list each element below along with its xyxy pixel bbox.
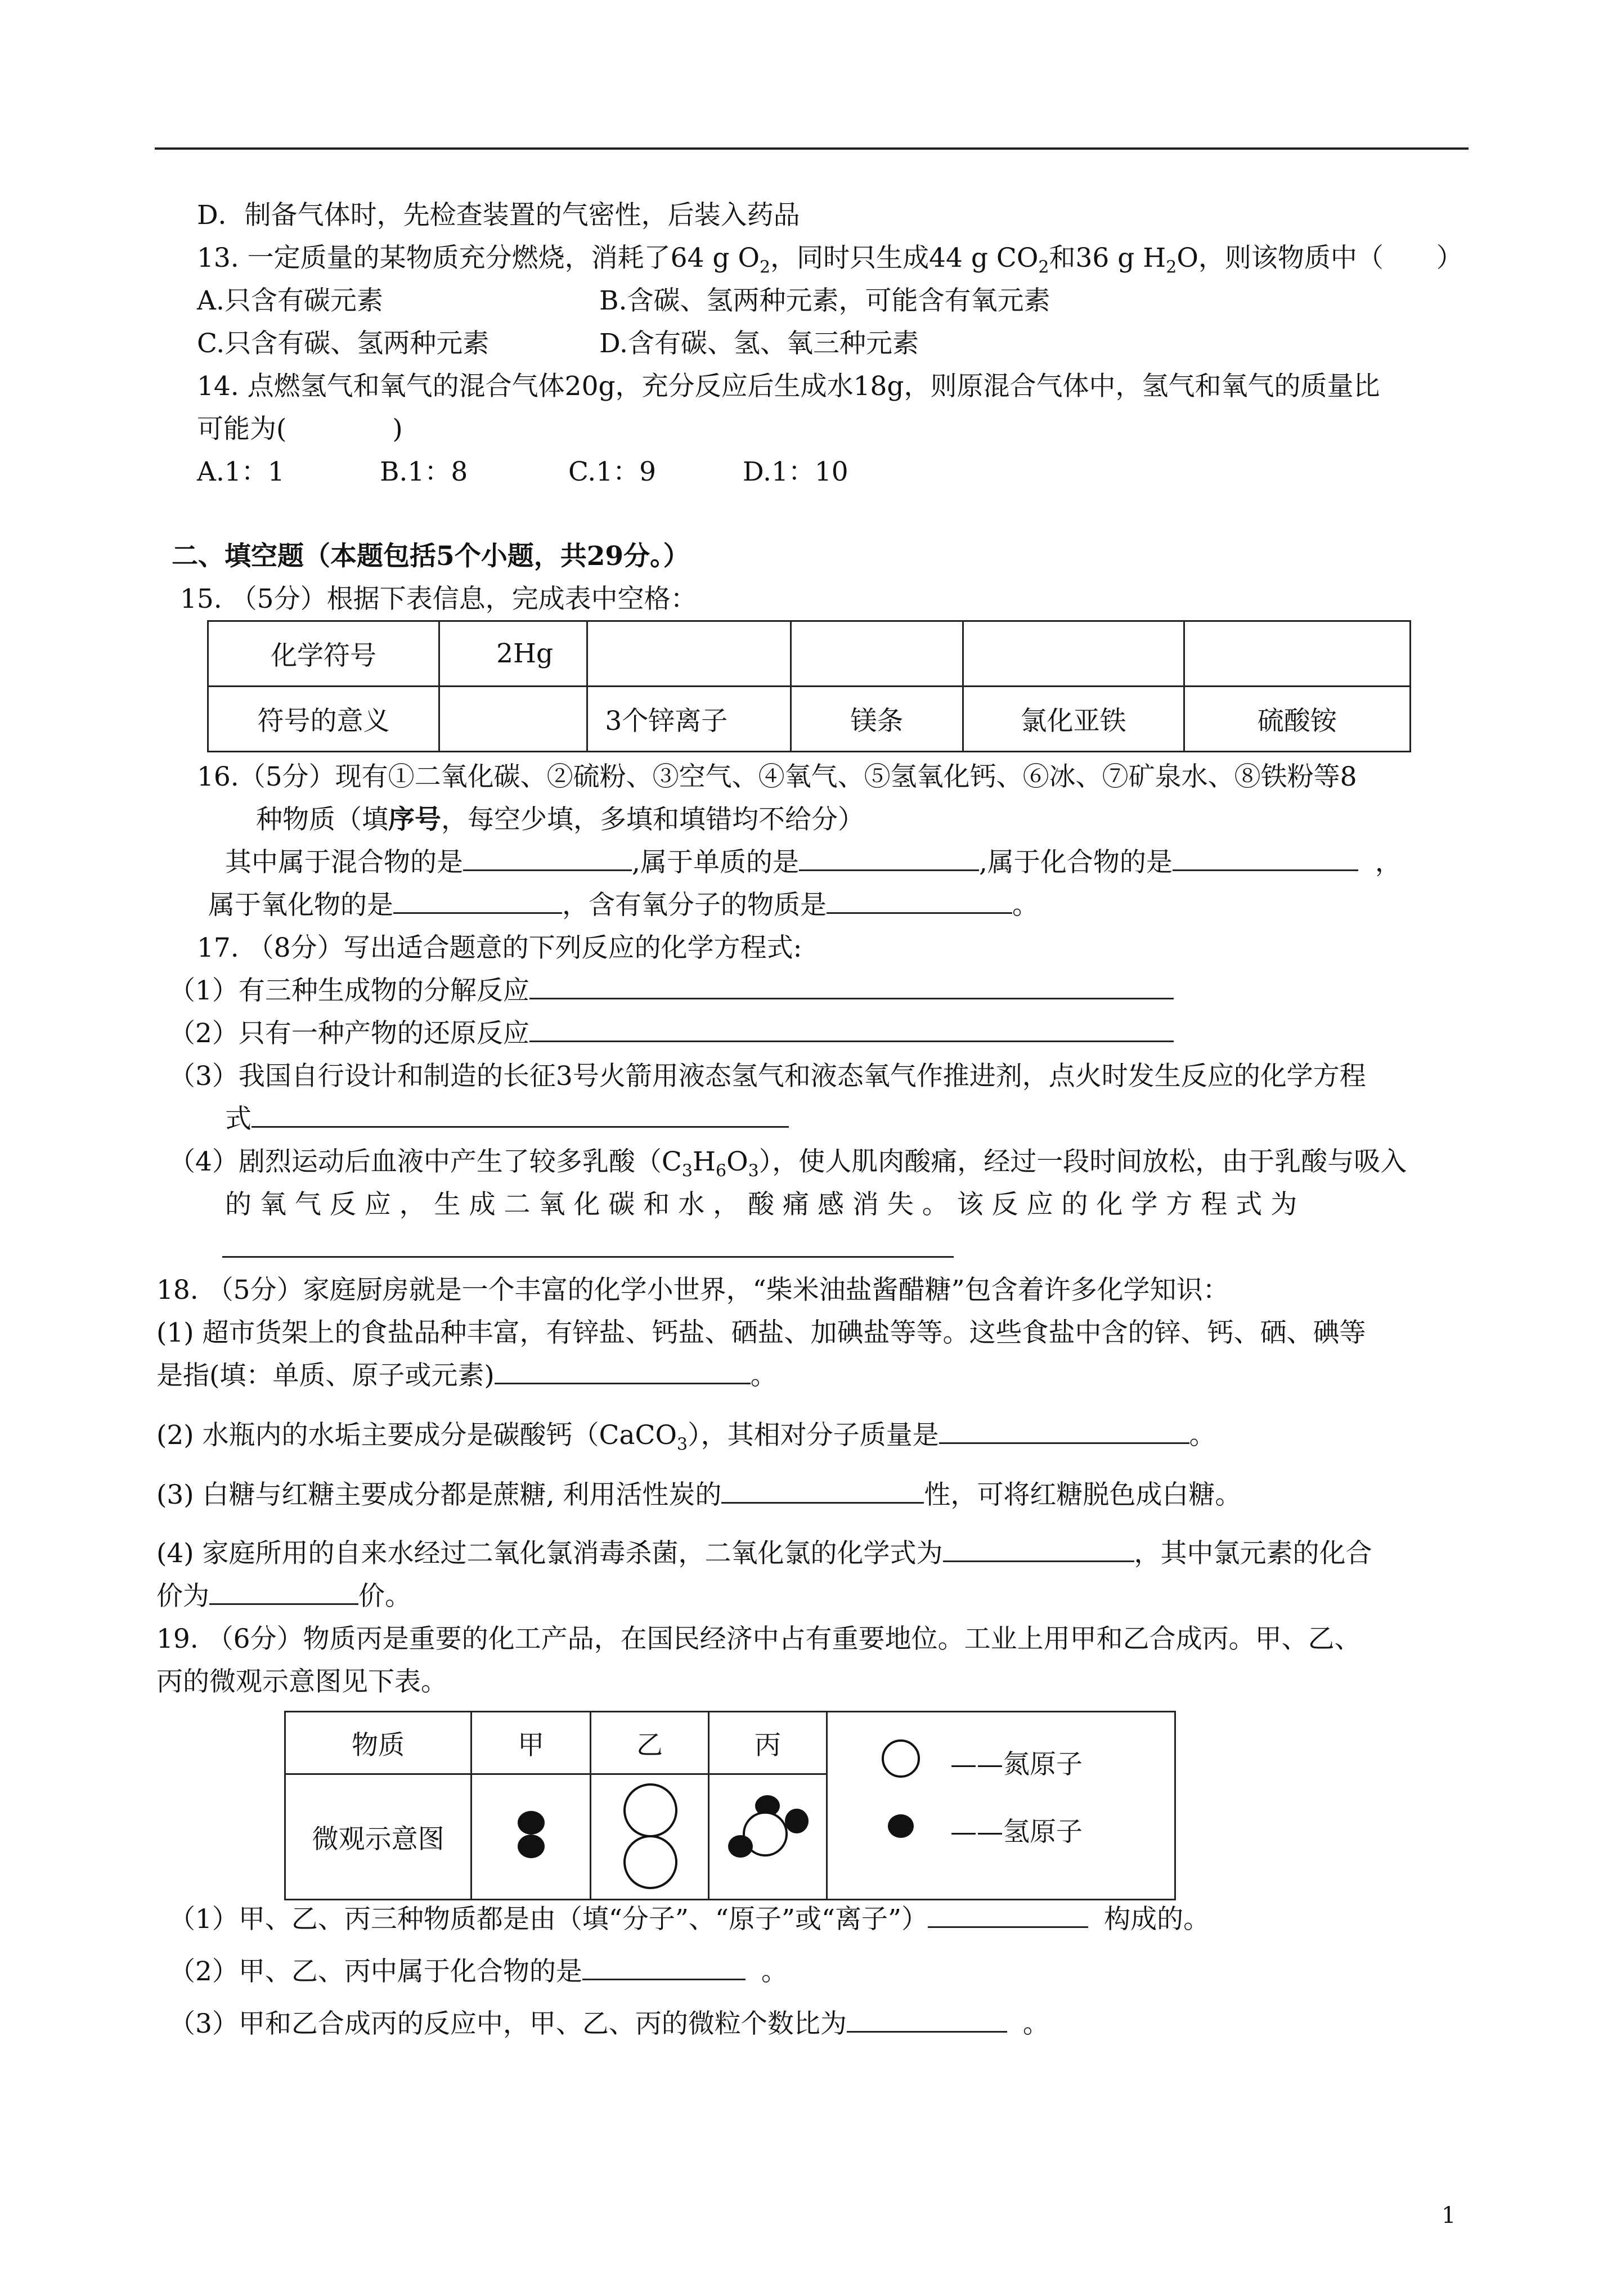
q18-part1-line2: 是指(填：单质、原子或元素) 。 [156, 1360, 777, 1391]
table-cell: 物质 [285, 1712, 472, 1774]
table-cell [591, 1774, 709, 1900]
table-cell [709, 1774, 827, 1900]
answer-blank[interactable] [222, 1256, 954, 1258]
table-row [285, 1712, 1175, 1774]
q17-part4-line1: （4）剧烈运动后血液中产生了较多乳酸$(C_3H_6O_3)$，使人肌肉酸痛，经过一段时间放松，由于乳酸与吸入 [169, 1146, 1407, 1181]
answer-blank[interactable] [209, 1581, 358, 1605]
answer-blank[interactable] [928, 1904, 1088, 1928]
legend-cell [827, 1712, 1175, 1900]
q19-stem-line2: 丙的微观示意图见下表。 [156, 1666, 447, 1697]
table-cell[interactable] [963, 621, 1184, 687]
q17-part3-line1: （3）我国自行设计和制造的长征3号火箭用液态氢气和液态氧气作推进剂，点火时发生反应的化学方程 [169, 1061, 1366, 1092]
answer-blank[interactable] [463, 847, 632, 871]
answer-blank[interactable] [495, 1360, 751, 1384]
q18-part4-line2: 价为 价。 [156, 1581, 411, 1612]
table-cell: 微观示意图 [285, 1774, 472, 1900]
q19-part1: （1）甲、乙、丙三种物质都是由（填“分子”、“原子”或“离子”） 构成的。 [169, 1904, 1210, 1935]
q14-stem-line1: 14. 点燃氢气和氧气的混合气体20g，充分反应后生成水18g，则原混合气体中，氢气和氧气的质量比 [197, 371, 1380, 402]
molecule-yi-icon [617, 1778, 684, 1896]
answer-blank[interactable] [393, 890, 562, 914]
q17-part2: （2）只有一种产物的还原反应 [169, 1016, 1174, 1051]
q16-blanks-line1: 其中属于混合物的是 ,属于单质的是 ,属于化合物的是 ， [225, 847, 1402, 878]
table-cell: 符号的意义 [208, 687, 439, 752]
q13-option-a: A.只含有碳元素 [197, 285, 383, 316]
q15-stem: 15. （5分）根据下表信息，完成表中空格： [180, 584, 697, 615]
answer-blank[interactable] [939, 1420, 1189, 1444]
table-cell: 甲 [472, 1712, 591, 1774]
answer-blank[interactable] [847, 2008, 1007, 2033]
answer-blank[interactable] [529, 975, 1174, 999]
table-cell: 化学符号 [208, 621, 439, 687]
table-cell: 氯化亚铁 [963, 687, 1184, 752]
answer-blank[interactable] [799, 847, 979, 871]
q15-table [207, 620, 1411, 752]
table-cell[interactable] [587, 621, 791, 687]
table-cell: 丙 [709, 1712, 827, 1774]
answer-blank[interactable] [943, 1538, 1134, 1562]
table-row [208, 621, 1411, 687]
q13-stem: 13. 一定质量的某物质充分燃烧，消耗了64 g $O_2$，同时只生成44 g $CO_2$和36 g $H_2O$，则该物质中（ ） [197, 243, 1463, 277]
section-2-heading: 二、填空题（本题包括5个小题，共29分。） [172, 541, 690, 572]
q18-part1-line1: (1) 超市货架上的食盐品种丰富，有锌盐、钙盐、硒盐、加碘盐等等。这些食盐中含的锌、钙、硒、碘等 [156, 1317, 1366, 1348]
legend-nitrogen: ——氮原子 [950, 1749, 1083, 1780]
q18-part2: (2) 水瓶内的水垢主要成分是碳酸钙（CaCO$_3$），其相对分子质量是 。 [156, 1420, 1216, 1455]
q17-stem: 17. （8分）写出适合题意的下列反应的化学方程式: [197, 932, 802, 963]
q19-table [284, 1711, 1176, 1900]
q14-option-b: B.1：8 [380, 456, 468, 487]
q13-option-d: D.含有碳、氢、氧三种元素 [599, 328, 919, 359]
q16-stem-line2: 种物质（填序号，每空少填，多填和填错均不给分） [256, 804, 864, 835]
q18-part3: (3) 白糖与红糖主要成分都是蔗糖, 利用活性炭的 性，可将红糖脱色成白糖。 [156, 1479, 1242, 1510]
table-cell [472, 1774, 591, 1900]
table-cell: 镁条 [791, 687, 963, 752]
q18-part4-line1: (4) 家庭所用的自来水经过二氧化氯消毒杀菌，二氧化氯的化学式为 ，其中氯元素的化合 [156, 1538, 1372, 1569]
table-cell: 硫酸铵 [1184, 687, 1410, 752]
table-cell[interactable] [791, 621, 963, 687]
table-row [208, 687, 1411, 752]
table-cell[interactable] [439, 687, 587, 752]
q19-part3: （3）甲和乙合成丙的反应中，甲、乙、丙的微粒个数比为 。 [169, 2008, 1049, 2039]
table-cell: 乙 [591, 1712, 709, 1774]
q12-option-d: D．制备气体时，先检查装置的气密性，后装入药品 [197, 200, 800, 231]
table-cell[interactable] [1184, 621, 1410, 687]
table-cell: 3个锌离子 [587, 687, 791, 752]
answer-blank[interactable] [582, 1956, 746, 1980]
answer-blank[interactable] [1173, 847, 1358, 871]
q14-option-c: C.1：9 [568, 456, 657, 487]
page-number: 1 [1442, 2203, 1456, 2228]
q16-blanks-line2: 属于氧化物的是 ，含有氧分子的物质是 。 [208, 890, 1039, 921]
q14-option-d: D.1：10 [743, 456, 848, 487]
q17-part4-line2: 的 氧 气 反 应 ， 生 成 二 氧 化 碳 和 水 ， 酸 痛 感 消 失 。 该 反 应 的 化 学 方 程 式 为 [225, 1189, 1297, 1220]
q17-part3-line2: 式 [225, 1102, 789, 1137]
q17-part1: （1）有三种生成物的分解反应 [169, 974, 1174, 1008]
legend-atoms [878, 1729, 935, 1853]
nitrogen-atom-icon [883, 1741, 919, 1777]
answer-blank[interactable] [529, 1018, 1174, 1042]
hydrogen-atom-icon [888, 1814, 914, 1838]
q13-option-b: B.含碳、氢两种元素，可能含有氧元素 [599, 285, 1050, 316]
q14-option-a: A.1：1 [197, 456, 285, 487]
q18-stem: 18. （5分）家庭厨房就是一个丰富的化学小世界，“柴米油盐酱醋糖”包含着许多化学知识： [156, 1275, 1229, 1306]
molecule-bing-icon [718, 1792, 819, 1876]
table-cell: 2Hg [439, 621, 587, 687]
q16-stem-line1: 16.（5分）现有①二氧化碳、②硫粉、③空气、④氧气、⑤氢氧化钙、⑥冰、⑦矿泉水、⑧铁粉等8 [197, 761, 1357, 792]
answer-blank[interactable] [252, 1104, 789, 1128]
q13-option-c: C.只含有碳、氢两种元素 [197, 328, 490, 359]
header-rule [155, 147, 1469, 150]
q19-stem-line1: 19. （6分）物质丙是重要的化工产品，在国民经济中占有重要地位。工业上用甲和乙合成丙。甲、乙、 [156, 1624, 1361, 1654]
answer-blank[interactable] [827, 890, 1012, 914]
answer-blank[interactable] [721, 1479, 924, 1504]
q14-stem-line2: 可能为( ) [197, 414, 403, 445]
molecule-jia-icon [509, 1800, 554, 1873]
legend-hydrogen: ——氢原子 [950, 1817, 1083, 1847]
q19-part2: （2）甲、乙、丙中属于化合物的是 。 [169, 1956, 788, 1987]
